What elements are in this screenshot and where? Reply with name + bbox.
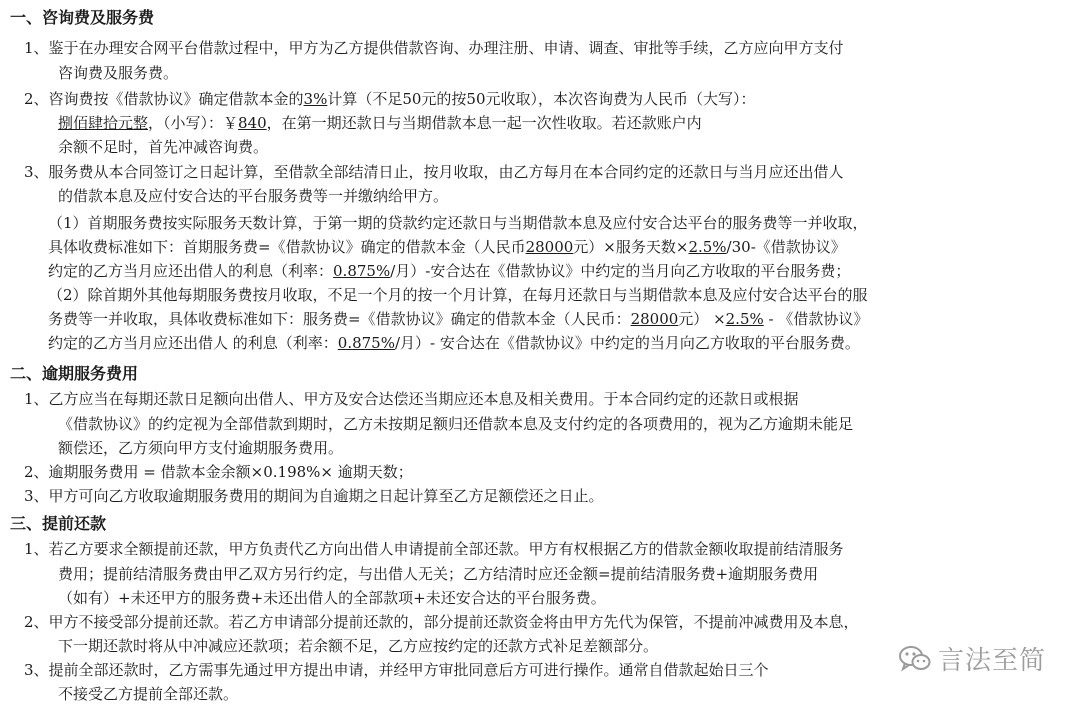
section-heading-prepayment: 三、提前还款 bbox=[10, 514, 107, 533]
consult-rate: 3% bbox=[303, 90, 328, 108]
clause-1-3-1-line-1: （1）首期服务费按实际服务天数计算，于第一期的贷款约定还款日与当期借款本息及应付安合达平台的服务费等一并收取， bbox=[48, 214, 868, 232]
interest-rate-1: 0.875% bbox=[333, 262, 391, 280]
clause-2-2: 2、逾期服务费用 = 借款本金余额×0.198%× 逾期天数； bbox=[24, 463, 413, 481]
clause-1-1-line-1: 1、鉴于在办理安合网平台借款过程中，甲方为乙方提供借款咨询、办理注册、申请、调查、审批等手续，乙方应向甲方支付 bbox=[24, 39, 844, 57]
wechat-icon bbox=[898, 644, 932, 674]
clause-3-3-line-1: 3、提前全部还款时，乙方需事先通过甲方提出申请，并经甲方审批同意后方可进行操作。通常自借款起始日三个 bbox=[24, 661, 769, 679]
fee-amount-uppercase: 捌佰肆拾元整 bbox=[58, 114, 149, 132]
clause-2-1-line-1: 1、乙方应当在每期还款日足额向出借人、甲方及安合达偿还当期应还本息及相关费用。于本合同约定的还款日或根据 bbox=[24, 390, 799, 408]
service-rate-2: 2.5% bbox=[725, 310, 764, 328]
clause-1-3-2-line-1: （2）除首期外其他每期服务费按月收取，不足一个月的按一个月计算，在每月还款日与当期借款本息及应付安合达平台的服 bbox=[48, 286, 868, 304]
principal-amount-2: 28000 bbox=[630, 310, 679, 328]
clause-3-2-line-1: 2、甲方不接受部分提前还款。若乙方申请部分提前还款的，部分提前还款资金将由甲方先代为保管，不提前冲减费用及本息， bbox=[24, 613, 859, 631]
clause-3-1-line-1: 1、若乙方要求全额提前还款，甲方负责代乙方向出借人申请提前全部还款。甲方有权根据乙方的借款金额收取提前结清服务 bbox=[24, 540, 844, 558]
clause-2-3: 3、甲方可向乙方收取逾期服务费用的期间为自逾期之日起计算至乙方足额偿还之日止。 bbox=[24, 487, 604, 505]
clause-1-2-line-2: 捌佰肆拾元整，（小写）：￥840，在第一期还款日与当期借款本息一起一次性收取。若还款账户内 bbox=[58, 114, 702, 132]
fee-amount-number: 840 bbox=[238, 114, 267, 132]
clause-3-3-line-2: 不接受乙方提前全部还款。 bbox=[58, 685, 239, 703]
principal-amount-1: 28000 bbox=[525, 238, 574, 256]
watermark bbox=[898, 640, 1046, 677]
watermark-text: 言法至简 bbox=[937, 646, 1046, 676]
interest-rate-2: 0.875% bbox=[337, 334, 395, 352]
clause-2-1-line-2: 《借款协议》的约定视为全部借款到期时，乙方未按期足额归还借款本息及支付约定的各项费用的，视为乙方逾期未能足 bbox=[58, 415, 854, 433]
clause-1-3-1-line-2: 具体收费标准如下：首期服务费=《借款协议》确定的借款本金（人民币28000元）×服务天数×2.5%/30-《借款协议》 bbox=[48, 238, 846, 256]
clause-3-1-line-3: （如有）+未还甲方的服务费+未还出借人的全部款项+未还安合达的平台服务费。 bbox=[58, 589, 606, 607]
clause-1-2-line-1: 2、咨询费按《借款协议》确定借款本金的3%计算（不足50元的按50元收取），本次咨询费为人民币（大写）： bbox=[24, 90, 756, 108]
clause-2-1-line-3: 额偿还，乙方须向甲方支付逾期服务费用。 bbox=[58, 439, 344, 457]
clause-1-2-line-3: 余额不足时，首先冲减咨询费。 bbox=[58, 138, 269, 156]
clause-3-1-line-2: 费用；提前结清服务费由甲乙双方另行约定，与出借人无关；乙方结清时应还金额=提前结清服务费+逾期服务费用 bbox=[58, 565, 819, 583]
clause-1-3-line-1: 3、服务费从本合同签订之日起计算，至借款全部结清日止，按月收取，由乙方每月在本合同约定的还款日与当月应还出借人 bbox=[24, 163, 844, 181]
clause-3-2-line-2: 下一期还款时将从中冲减应还款项；若余额不足，乙方应按约定的还款方式补足差额部分。 bbox=[58, 637, 659, 655]
clause-1-3-2-line-3: 约定的乙方当月应还出借人 的利息（利率：0.875%/月）- 安合达在《借款协议》中约定的当月向乙方收取的平台服务费。 bbox=[48, 334, 860, 352]
service-rate-1: 2.5% bbox=[688, 238, 727, 256]
section-heading-overdue: 二、逾期服务费用 bbox=[10, 364, 139, 383]
section-heading-fees: 一、咨询费及服务费 bbox=[10, 8, 155, 27]
clause-1-1-line-2: 咨询费及服务费。 bbox=[58, 64, 179, 82]
clause-1-3-2-line-2: 务费等一并收取，具体收费标准如下：服务费=《借款协议》确定的借款本金（人民币：28000元） ×2.5% - 《借款协议》 bbox=[48, 310, 869, 328]
clause-1-3-1-line-3: 约定的乙方当月应还出借人的利息（利率：0.875%/月）-安合达在《借款协议》中约定的当月向乙方收取的平台服务费； bbox=[48, 262, 851, 280]
clause-1-3-line-2: 的借款本息及应付安合达的平台服务费等一并缴纳给甲方。 bbox=[58, 187, 449, 205]
